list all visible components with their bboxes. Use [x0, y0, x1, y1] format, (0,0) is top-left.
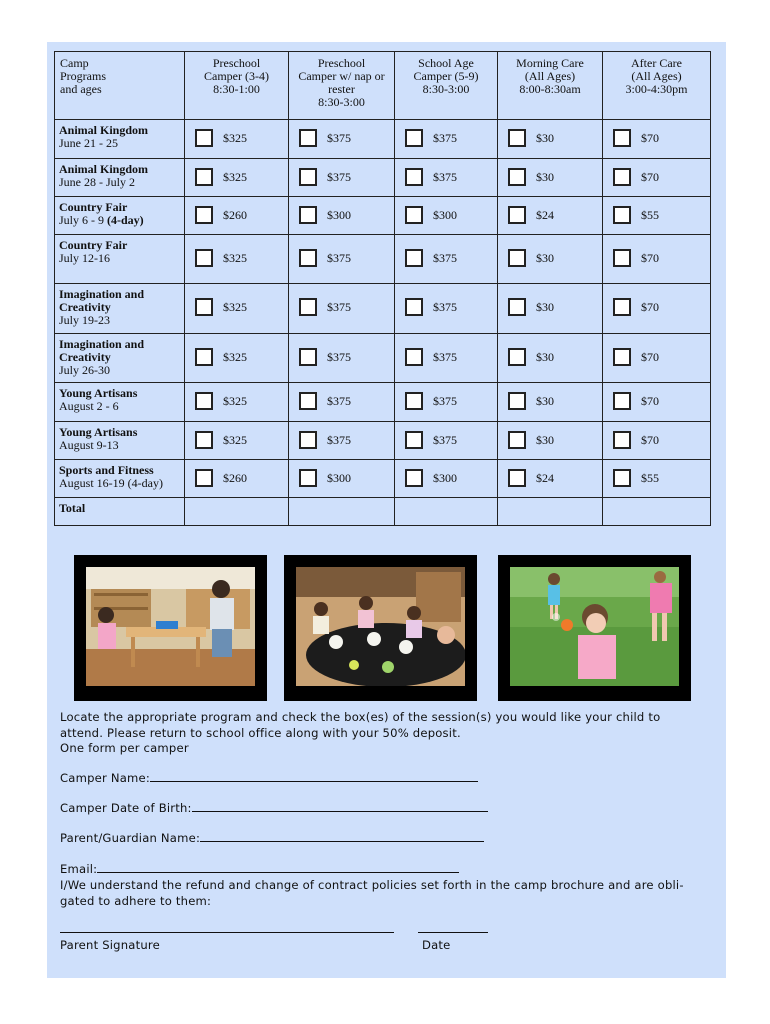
session-checkbox[interactable] [508, 392, 526, 410]
registration-sheet [47, 42, 726, 978]
session-price: $375 [433, 433, 457, 447]
session-price: $325 [223, 394, 247, 408]
program-dates-extra: (4-day) [104, 213, 144, 227]
program-cell [55, 422, 185, 460]
session-checkbox[interactable] [613, 348, 631, 366]
session-cell [395, 284, 498, 334]
email-field[interactable] [60, 862, 459, 876]
session-checkbox[interactable] [508, 168, 526, 186]
session-price: $325 [223, 170, 247, 184]
header-morning-care [498, 52, 603, 120]
session-price: $375 [433, 300, 457, 314]
session-price: $300 [327, 208, 351, 222]
agreement-line-2: gated to adhere to them: [60, 894, 212, 908]
session-cell [185, 120, 289, 159]
session-price: $325 [223, 350, 247, 364]
session-cell [289, 284, 395, 334]
session-price: $70 [641, 251, 659, 265]
session-price: $260 [223, 208, 247, 222]
program-dates: July 12-16 [59, 251, 110, 265]
program-name: Country Fair [59, 200, 128, 214]
registration-form [60, 710, 710, 952]
session-cell [498, 284, 603, 334]
session-cell [395, 235, 498, 284]
table-row [55, 120, 711, 159]
session-checkbox[interactable] [195, 298, 213, 316]
session-checkbox[interactable] [405, 206, 423, 224]
table-row [55, 422, 711, 460]
session-cell [185, 334, 289, 383]
program-dates: July 19-23 [59, 313, 110, 327]
session-price: $375 [433, 131, 457, 145]
session-cell [603, 235, 711, 284]
session-price: $70 [641, 131, 659, 145]
session-cell [395, 159, 498, 197]
session-price: $70 [641, 170, 659, 184]
session-price: $30 [536, 350, 554, 364]
session-checkbox[interactable] [299, 469, 317, 487]
header-line: (All Ages) [524, 69, 576, 83]
session-price: $70 [641, 350, 659, 364]
session-cell [289, 383, 395, 422]
session-checkbox[interactable] [299, 348, 317, 366]
total-cell[interactable] [395, 498, 498, 526]
session-price: $325 [223, 131, 247, 145]
program-dates: August 16-19 (4-day) [59, 476, 163, 490]
program-dates: August 2 - 6 [59, 399, 119, 413]
program-dates: July 6 - 9 (4-day) [59, 213, 144, 227]
session-cell [395, 460, 498, 498]
session-price: $30 [536, 433, 554, 447]
header-line: 8:00-8:30am [519, 82, 581, 96]
session-checkbox[interactable] [299, 392, 317, 410]
session-price: $325 [223, 251, 247, 265]
header-line: After Care [631, 56, 682, 70]
guardian-name-line[interactable] [200, 831, 484, 842]
program-cell [55, 284, 185, 334]
guardian-name-field[interactable] [60, 831, 484, 845]
session-checkbox[interactable] [508, 249, 526, 267]
session-price: $55 [641, 208, 659, 222]
table-row [55, 334, 711, 383]
session-price: $260 [223, 471, 247, 485]
classroom-photo [74, 555, 267, 701]
session-price: $375 [327, 394, 351, 408]
header-line: and ages [60, 82, 102, 96]
program-name: Sports and Fitness [59, 463, 154, 477]
program-name: Young Artisans [59, 425, 138, 439]
program-dates: June 21 - 25 [59, 136, 118, 150]
session-checkbox[interactable] [299, 129, 317, 147]
session-checkbox[interactable] [195, 392, 213, 410]
total-cell[interactable] [185, 498, 289, 526]
camper-dob-label: Camper Date of Birth: [60, 801, 192, 815]
session-price: $325 [223, 433, 247, 447]
header-camp-programs [55, 52, 185, 120]
session-checkbox[interactable] [299, 206, 317, 224]
email-line[interactable] [97, 862, 459, 873]
session-cell [498, 159, 603, 197]
date-label: Date [422, 938, 451, 952]
session-price: $325 [223, 300, 247, 314]
session-cell [603, 284, 711, 334]
program-cell [55, 334, 185, 383]
session-checkbox[interactable] [613, 431, 631, 449]
camper-name-label: Camper Name: [60, 771, 150, 785]
session-checkbox[interactable] [405, 348, 423, 366]
header-line: 8:30-3:00 [318, 95, 365, 109]
session-price: $375 [327, 170, 351, 184]
table-row [55, 460, 711, 498]
session-checkbox[interactable] [195, 129, 213, 147]
session-cell [185, 422, 289, 460]
signature-label: Parent Signature [60, 938, 160, 952]
session-price: $375 [433, 251, 457, 265]
table-row [55, 197, 711, 235]
program-cell [55, 383, 185, 422]
header-line: Camper w/ nap or [298, 69, 385, 83]
camper-name-line[interactable] [150, 771, 478, 782]
photo-strip [74, 555, 694, 701]
session-checkbox[interactable] [299, 249, 317, 267]
total-label [55, 498, 185, 526]
session-checkbox[interactable] [195, 206, 213, 224]
session-cell [395, 120, 498, 159]
session-price: $300 [433, 208, 457, 222]
program-name: Country Fair [59, 238, 128, 252]
header-line: Camp [60, 56, 89, 70]
table-header-row [55, 52, 711, 120]
header-line: Morning Care [516, 56, 584, 70]
session-checkbox[interactable] [405, 431, 423, 449]
total-cell[interactable] [603, 498, 711, 526]
date-line[interactable] [418, 922, 488, 936]
session-checkbox[interactable] [613, 249, 631, 267]
session-cell [289, 235, 395, 284]
session-checkbox[interactable] [299, 168, 317, 186]
table-row [55, 383, 711, 422]
session-price: $375 [327, 433, 351, 447]
session-cell [289, 159, 395, 197]
program-cell [55, 235, 185, 284]
session-price: $375 [327, 251, 351, 265]
session-checkbox[interactable] [508, 348, 526, 366]
session-checkbox[interactable] [508, 298, 526, 316]
program-name: Imagination and Creativity [59, 337, 145, 364]
camper-dob-field[interactable] [60, 801, 488, 815]
session-cell [185, 383, 289, 422]
session-checkbox[interactable] [405, 469, 423, 487]
header-line: Programs [60, 69, 106, 83]
session-price: $375 [327, 131, 351, 145]
table-row [55, 284, 711, 334]
session-checkbox[interactable] [405, 129, 423, 147]
session-cell [498, 383, 603, 422]
session-cell [289, 197, 395, 235]
bubbles-outdoor-photo [498, 555, 691, 701]
header-line: Camper (5-9) [413, 69, 479, 83]
header-line: Camper (3-4) [204, 69, 269, 83]
program-cell [55, 159, 185, 197]
session-cell [185, 460, 289, 498]
session-checkbox[interactable] [405, 249, 423, 267]
session-cell [498, 460, 603, 498]
session-checkbox[interactable] [508, 206, 526, 224]
session-cell [603, 383, 711, 422]
session-price: $30 [536, 251, 554, 265]
session-price: $300 [327, 471, 351, 485]
signature-line[interactable] [60, 922, 394, 936]
session-cell [185, 159, 289, 197]
program-dates: August 9-13 [59, 438, 119, 452]
session-cell [498, 422, 603, 460]
program-cell [55, 120, 185, 159]
session-cell [289, 120, 395, 159]
session-checkbox[interactable] [195, 431, 213, 449]
session-price: $375 [433, 394, 457, 408]
program-name: Young Artisans [59, 386, 138, 400]
session-cell [395, 334, 498, 383]
total-cell[interactable] [498, 498, 603, 526]
program-dates: July 26-30 [59, 363, 110, 377]
session-cell [185, 284, 289, 334]
session-cell [603, 422, 711, 460]
header-line: School Age [418, 56, 474, 70]
session-cell [395, 383, 498, 422]
craft-table-photo [284, 555, 477, 701]
session-checkbox[interactable] [405, 298, 423, 316]
session-cell [395, 197, 498, 235]
session-checkbox[interactable] [613, 168, 631, 186]
program-dates: June 28 - July 2 [59, 175, 135, 189]
session-checkbox[interactable] [613, 469, 631, 487]
session-price: $375 [327, 350, 351, 364]
session-price: $30 [536, 131, 554, 145]
session-cell [603, 334, 711, 383]
program-name: Animal Kingdom [59, 123, 149, 137]
instructions-line-3: One form per camper [60, 741, 189, 755]
session-checkbox[interactable] [195, 348, 213, 366]
total-cell[interactable] [289, 498, 395, 526]
header-line: 8:30-3:00 [422, 82, 470, 96]
session-price: $375 [327, 300, 351, 314]
table-row [55, 235, 711, 284]
total-label-text: Total [59, 501, 86, 515]
header-preschool-nap-camper [289, 52, 395, 120]
session-cell [498, 235, 603, 284]
session-cell [603, 120, 711, 159]
session-price: $70 [641, 300, 659, 314]
session-cell [185, 197, 289, 235]
session-price: $70 [641, 394, 659, 408]
session-price: $375 [433, 350, 457, 364]
session-price: $24 [536, 471, 554, 485]
session-checkbox[interactable] [195, 168, 213, 186]
camp-programs-table [54, 51, 711, 526]
session-checkbox[interactable] [613, 129, 631, 147]
session-price: $30 [536, 394, 554, 408]
session-checkbox[interactable] [299, 431, 317, 449]
header-line: 3:00-4:30pm [625, 82, 688, 96]
session-cell [395, 422, 498, 460]
session-price: $70 [641, 433, 659, 447]
session-price: $300 [433, 471, 457, 485]
session-cell [289, 422, 395, 460]
session-price: $24 [536, 208, 554, 222]
session-cell [289, 460, 395, 498]
program-name: Animal Kingdom [59, 162, 149, 176]
header-line: Preschool [212, 56, 261, 70]
session-cell [603, 197, 711, 235]
session-cell [498, 120, 603, 159]
header-school-age-camper [395, 52, 498, 120]
program-cell [55, 460, 185, 498]
session-price: $30 [536, 170, 554, 184]
session-cell [498, 197, 603, 235]
session-price: $55 [641, 471, 659, 485]
program-name: Imagination and Creativity [59, 287, 145, 314]
email-label: Email: [60, 862, 98, 876]
session-checkbox[interactable] [299, 298, 317, 316]
session-checkbox[interactable] [613, 206, 631, 224]
guardian-name-label: Parent/Guardian Name: [60, 831, 201, 845]
table-row [55, 159, 711, 197]
total-row [55, 498, 711, 526]
session-price: $375 [433, 170, 457, 184]
session-checkbox[interactable] [195, 469, 213, 487]
session-checkbox[interactable] [508, 431, 526, 449]
header-after-care [603, 52, 711, 120]
session-price: $30 [536, 300, 554, 314]
session-checkbox[interactable] [405, 392, 423, 410]
session-checkbox[interactable] [195, 249, 213, 267]
camper-name-field[interactable] [60, 771, 478, 785]
session-cell [185, 235, 289, 284]
header-line: Preschool [317, 56, 366, 70]
session-cell [289, 334, 395, 383]
camper-dob-line[interactable] [192, 801, 488, 812]
header-preschool-camper [185, 52, 289, 120]
session-checkbox[interactable] [508, 469, 526, 487]
session-cell [603, 159, 711, 197]
session-checkbox[interactable] [508, 129, 526, 147]
session-cell [498, 334, 603, 383]
header-line: rester [328, 82, 355, 96]
header-line: 8:30-1:00 [213, 82, 260, 96]
program-cell [55, 197, 185, 235]
header-line: (All Ages) [631, 69, 682, 83]
agreement-line-1: I/We understand the refund and change of contract policies set forth in the camp brochure and are obli- [60, 878, 684, 892]
instructions-line-2: attend. Please return to school office along with your 50% deposit. [60, 725, 461, 740]
session-checkbox[interactable] [405, 168, 423, 186]
instructions-line-1: Locate the appropriate program and check the box(es) of the session(s) you would like your child to [60, 710, 661, 724]
session-cell [603, 460, 711, 498]
session-checkbox[interactable] [613, 298, 631, 316]
session-checkbox[interactable] [613, 392, 631, 410]
